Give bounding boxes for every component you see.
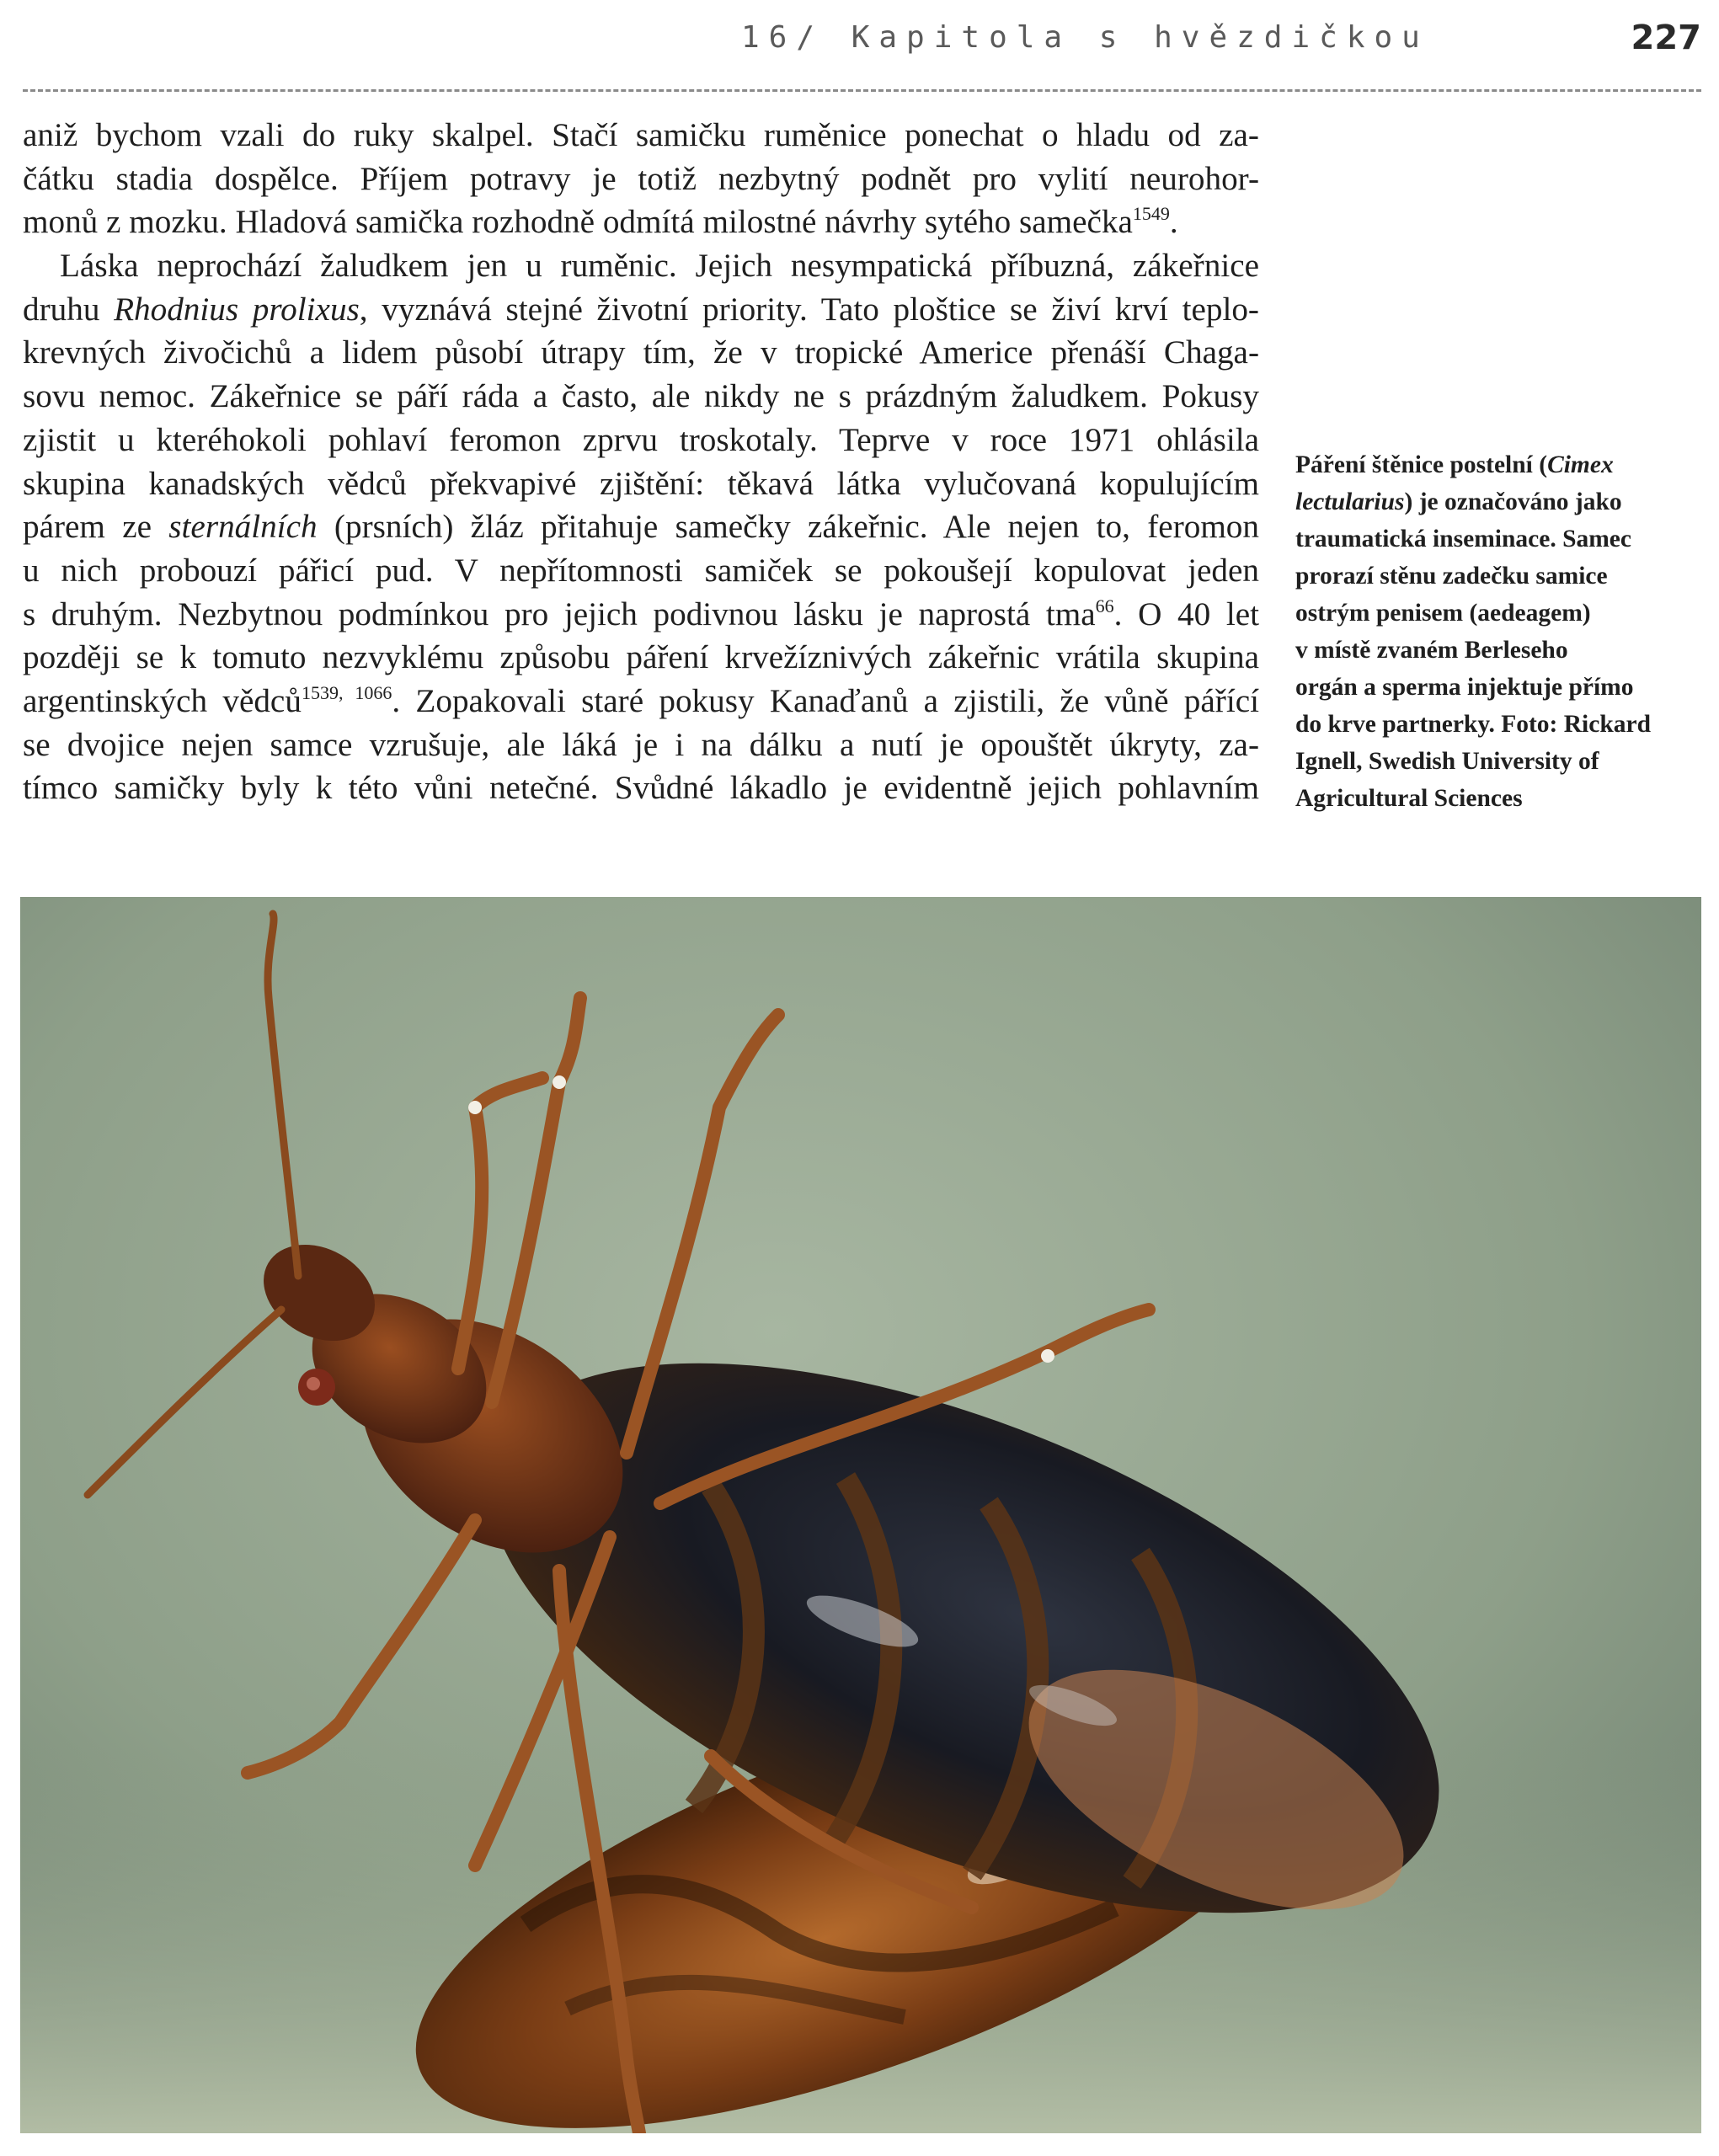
bedbug-photo <box>20 897 1701 2133</box>
caption-line: v místě zvaném Berleseho <box>1295 637 1568 664</box>
text-line: se dvojice nejen samce vzrušuje, ale láká je i na dálku a nutí je opouštět úkryty, za- <box>23 726 1259 763</box>
text-line: později se k tomuto nezvyklému způsobu páření krvežíznivých zákeřnic vrátila skupina <box>23 639 1259 676</box>
photo-caption <box>1295 446 1708 817</box>
running-head <box>0 17 1719 76</box>
italic-term: sternálních <box>168 509 318 546</box>
text-line: u nich probouzí pářicí pud. V nepřítomnosti samiček se pokoušejí kopulovat jeden <box>23 552 1259 589</box>
text-line: krevných živočichů a lidem působí útrapy tím, že v tropické Americe přenáší Chaga- <box>23 334 1259 371</box>
bedbug-photo-illustration <box>20 897 1701 2133</box>
page-number: 227 <box>1631 19 1701 57</box>
caption-line: lectularius) je označováno jako <box>1295 488 1622 515</box>
text-line: argentinských vědců$^{1539, 1066}$. Zopakovali staré pokusy Kanaďanů a zjistili, že vůně pářící <box>23 681 1259 719</box>
main-text <box>23 114 1259 810</box>
caption-line: ostrým penisem (aedeagem) <box>1295 600 1591 627</box>
caption-line: Ignell, Swedish University of <box>1295 748 1599 775</box>
text-line: zjistit u kteréhokoli pohlaví feromon zprvu troskotaly. Teprve v roce 1971 ohlásila <box>23 421 1259 458</box>
text-line: skupina kanadských vědců překvapivé zjištění: těkavá látka vylučovaná kopulujícím <box>23 465 1259 502</box>
citation-superscript: 1539, 1066 <box>301 681 392 703</box>
caption-line: orgán a sperma injektuje přímo <box>1295 674 1634 701</box>
text-line: sovu nemoc. Zákeřnice se páří ráda a často, ale nikdy ne s prázdným žaludkem. Pokusy <box>23 378 1259 415</box>
text-line: aniž bychom vzali do ruky skalpel. Stačí samičku ruměnice ponechat o hladu od za- <box>23 117 1259 153</box>
text-line: monů z mozku. Hladová samička rozhodně odmítá milostné návrhy sytého samečka$^{1549}$. <box>23 203 1178 241</box>
caption-line: Agricultural Sciences <box>1295 785 1523 812</box>
citation-superscript: 1549 <box>1132 203 1170 225</box>
text-line: druhu Rhodnius prolixus, vyznává stejné životní priority. Tato ploštice se živí krví teplo- <box>23 291 1259 328</box>
chapter-title: 16/ Kapitola s hvězdičkou <box>741 20 1429 55</box>
caption-line: do krve partnerky. Foto: Rickard <box>1295 711 1651 738</box>
species-name: Rhodnius prolixus <box>114 291 360 328</box>
header-dashed-rule <box>23 89 1701 92</box>
citation-superscript: 66 <box>1095 595 1114 616</box>
caption-line: prorazí stěnu zadečku samice <box>1295 563 1608 590</box>
text-line: tímco samičky byly k této vůni netečné. Svůdné lákadlo je evidentně jejich pohlavním <box>23 770 1259 807</box>
caption-line: traumatická inseminace. Samec <box>1295 526 1631 552</box>
text-line: s druhým. Nezbytnou podmínkou pro jejich podivnou lásku je naprostá tma$^{66}$. O 40 let <box>23 595 1260 632</box>
text-line: čátku stadia dospělce. Příjem potravy je totiž nezbytný podnět pro vylití neurohor- <box>23 160 1259 197</box>
paragraph-first-line: Láska neprochází žaludkem jen u ruměnic. Jejich nesympatická příbuzná, zákeřnice <box>60 248 1259 285</box>
text-line: párem ze sternálních (prsních) žláz přitahuje samečky zákeřnic. Ale nejen to, feromon <box>23 509 1259 546</box>
caption-line: Páření štěnice postelní (Cimex <box>1295 451 1614 478</box>
